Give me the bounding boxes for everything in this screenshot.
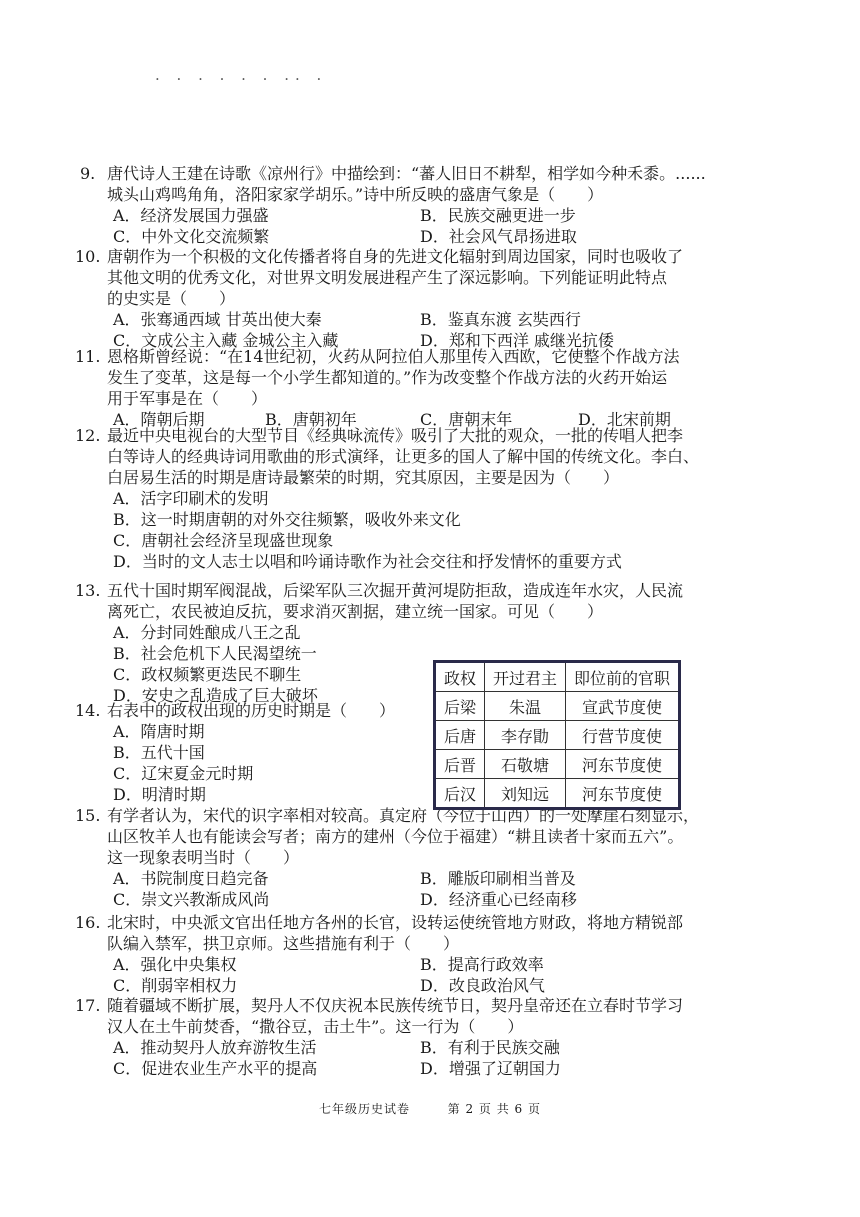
table-header-cell: 即位前的官职 [566,662,680,692]
question-stem-line: 恩格斯曾经说：“在14世纪初，火药从阿拉伯人那里传入西欧，它使整个作战方法 [107,347,680,366]
table-cell: 行营节度使 [566,721,680,750]
question-stem-line: 唐代诗人王建在诗歌《凉州行》中描绘到：“蕃人旧日不耕犁，相学如今种禾黍。...... [107,164,706,183]
question-stem-line: 最近中央电视台的大型节目《经典咏流传》吸引了大批的观众，一批的传唱人把李 [107,426,684,445]
question-number: 14. [75,701,101,720]
answer-option[interactable]: A．隋唐时期 [113,722,205,741]
answer-option[interactable]: C．削弱宰相权力 [113,976,238,995]
answer-option[interactable]: D．郑和下西洋 戚继光抗倭 [420,331,614,350]
answer-option[interactable]: D．改良政治风气 [420,976,545,995]
answer-option[interactable]: C．崇文兴教渐成风尚 [113,890,270,909]
answer-option[interactable]: A．书院制度日趋完备 [113,869,269,888]
answer-option[interactable]: D．北宋前期 [578,410,671,429]
question-stem-line: 右表中的政权出现的历史时期是（ ） [107,701,396,720]
answer-option[interactable]: B．这一时期唐朝的对外交往频繁，吸收外来文化 [113,510,461,529]
question-number: 15. [75,806,101,825]
footer-page-number: 第 2 页 共 6 页 [447,1102,541,1116]
answer-option[interactable]: B．雕版印刷相当普及 [420,869,576,888]
answer-option[interactable]: B．提高行政效率 [420,955,544,974]
question-stem-line: 有学者认为，宋代的识字率相对较高。真定府（今位于山西）的一处摩崖石刻显示， [107,806,700,825]
question-stem-line: 发生了变革，这是每一个小学生都知道的。”作为改变整个作战方法的火药开始运 [107,368,668,387]
answer-option[interactable]: D．经济重心已经南移 [420,890,577,909]
answer-option[interactable]: C．唐朝末年 [420,410,513,429]
question-stem-line: 用于军事是在（ ） [107,389,268,408]
answer-option[interactable]: A．隋朝后期 [113,410,205,429]
table-header-cell: 开过君主 [485,662,566,692]
answer-option[interactable]: A．强化中央集权 [113,955,237,974]
table-cell: 李存勖 [485,721,566,750]
answer-option[interactable]: A．活字印刷术的发明 [113,489,269,508]
answer-option[interactable]: D．增强了辽朝国力 [420,1059,561,1078]
table-cell: 河东节度使 [566,779,680,809]
question-stem-line: 唐朝作为一个积极的文化传播者将自身的先进文化辐射到周边国家，同时也吸收了 [107,247,684,266]
footer-subject: 七年级历史试卷 [318,1102,410,1116]
table-header-cell: 政权 [435,662,485,692]
question-stem-line: 离死亡，农民被迫反抗，要求消灭割据，建立统一国家。可见（ ） [107,602,604,621]
question-stem-line: 的史实是（ ） [107,289,236,308]
table-cell: 后晋 [435,750,485,779]
answer-option[interactable]: A．推动契丹人放弃游牧生活 [113,1038,317,1057]
table-cell: 河东节度使 [566,750,680,779]
table-cell: 朱温 [485,692,566,721]
table-cell: 后梁 [435,692,485,721]
question-stem-line: 汉人在土牛前焚香，“撒谷豆，击土牛”。这一行为（ ） [107,1017,524,1036]
answer-option[interactable]: B．有利于民族交融 [420,1038,560,1057]
answer-option[interactable]: A．经济发展国力强盛 [113,206,269,225]
page-footer [0,1100,860,1117]
table-row [435,692,680,721]
question-stem-line: 随着疆域不断扩展，契丹人不仅庆祝本民族传统节日，契丹皇帝还在立春时节学习 [107,996,684,1015]
question-number: 12. [75,426,101,445]
answer-option[interactable]: D．当时的文人志士以唱和吟诵诗歌作为社会交往和抒发情怀的重要方式 [113,552,622,571]
question-number: 13. [75,581,101,600]
question-stem-line: 其他文明的优秀文化，对世界文明发展进程产生了深远影响。下列能证明此特点 [107,268,668,287]
answer-option[interactable]: B．民族交融更进一步 [420,206,576,225]
answer-option[interactable]: C．辽宋夏金元时期 [113,764,254,783]
answer-option[interactable]: D．明清时期 [113,785,206,804]
table-row [435,721,680,750]
table-row [435,750,680,779]
question-stem-line: 这一现象表明当时（ ） [107,848,300,867]
answer-option[interactable]: C．文成公主入藏 金城公主入藏 [113,331,339,350]
answer-option[interactable]: C．促进农业生产水平的提高 [113,1059,318,1078]
table-cell: 后唐 [435,721,485,750]
question-stem-line: 白等诗人的经典诗词用歌曲的形式演绎，让更多的国人了解中国的传统文化。李白、 [107,447,700,466]
table-cell: 后汉 [435,779,485,809]
table-cell: 宣武节度使 [566,692,680,721]
question-number: 9. [80,164,96,183]
table-row [435,779,680,809]
answer-option[interactable]: A．张骞通西域 甘英出使大秦 [113,310,322,329]
answer-option[interactable]: C．唐朝社会经济呈现盛世现象 [113,531,334,550]
scan-header-marks: · · · · · · ·· · [155,70,328,88]
answer-option[interactable]: B．社会危机下人民渴望统一 [113,644,317,663]
answer-option[interactable]: B．五代十国 [113,743,205,762]
question-stem-line: 山区牧羊人也有能读会写者；南方的建州（今位于福建）“耕且读者十家而五六”。 [107,827,684,846]
question-number: 11. [75,347,101,366]
answer-option[interactable]: D．社会风气昂扬进取 [420,227,577,246]
regime-table [433,660,681,810]
table-cell: 刘知远 [485,779,566,809]
answer-option[interactable]: B．唐朝初年 [265,410,357,429]
question-stem-line: 城头山鸡鸣角角，洛阳家家学胡乐。”诗中所反映的盛唐气象是（ ） [107,185,604,204]
question-stem-line: 五代十国时期军阀混战，后梁军队三次掘开黄河堤防拒敌，造成连年水灾，人民流 [107,581,684,600]
answer-option[interactable]: C．中外文化交流频繁 [113,227,270,246]
answer-option[interactable]: D．安史之乱造成了巨大破坏 [113,686,318,705]
answer-option[interactable]: C．政权频繁更迭民不聊生 [113,665,302,684]
answer-option[interactable]: B．鉴真东渡 玄奘西行 [420,310,581,329]
answer-option[interactable]: A．分封同姓酿成八王之乱 [113,623,301,642]
question-stem-line: 北宋时，中央派文官出任地方各州的长官，设转运使统管地方财政，将地方精锐部 [107,913,684,932]
question-number: 10. [75,247,101,266]
question-number: 17. [75,996,101,1015]
table-cell: 石敬塘 [485,750,566,779]
question-stem-line: 白居易生活的时期是唐诗最繁荣的时期，究其原因，主要是因为（ ） [107,468,620,487]
table-header-row [435,662,680,692]
question-number: 16. [75,913,101,932]
question-stem-line: 队编入禁军，拱卫京师。这些措施有利于（ ） [107,934,460,953]
